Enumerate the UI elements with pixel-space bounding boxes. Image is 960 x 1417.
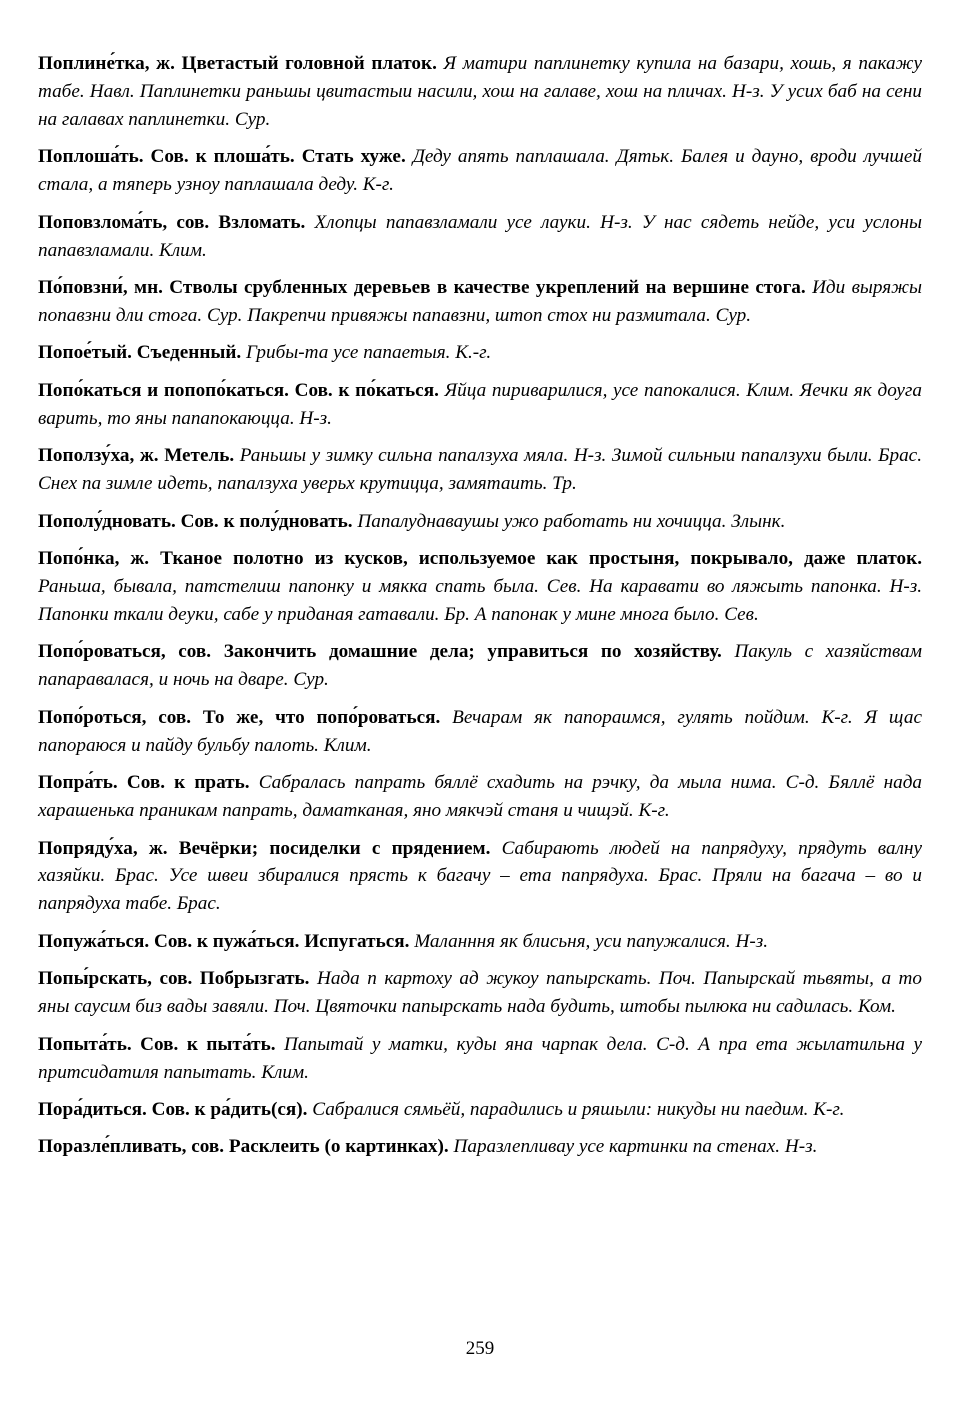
entry-definition: Тканое полотно из кусков, используемое как простыня, покрывало, даже платок. <box>160 548 922 570</box>
entry-examples: Паразлепливау усе картинки па стенах. Н-з. <box>453 1136 818 1158</box>
entry-headword: Попо́роться, сов. <box>38 706 203 728</box>
entry-definition: Взломать. <box>218 211 315 233</box>
entry-examples: Нада п картоху ад жукоу папырскать. Поч. Папырскай тьвяты, а то яны саусим биз вады завяли. Поч. Цвяточки папырскать нада будить, штобы пылюка ни садилась. Ком. <box>38 968 922 1018</box>
dictionary-entry <box>38 769 922 825</box>
entry-definition: То же, что попо́роваться. <box>202 706 453 728</box>
entry-headword: Поползу́ха, ж. <box>38 445 165 467</box>
entry-examples: Сабралась папрать бяллё схадить на рэчку, да мыла нима. С-д. Бяллё нада харашенька праникам папрать, даматканая, яно мякчэй станя и чищэй. К-г. <box>38 772 922 822</box>
dictionary-entry <box>38 704 922 760</box>
entry-headword: Попыта́ть. Сов. к пыта́ть. <box>38 1033 285 1055</box>
entry-examples: Раньша, бывала, патстелиш папонку и мякка спать была. Сев. На каравати во ляжыть папонка. Н-з. Папонки ткали деуки, сабе у приданая гатавали. Бр. А папонак у мине многа было. Сев. <box>38 576 922 625</box>
entry-examples: Иди выряжы попавзни дли стога. Сур. Пакрепчи привяжы папавзни, штоп стох ни размитала. Сур. <box>38 277 922 326</box>
dictionary-entry <box>38 50 922 134</box>
dictionary-entry <box>38 209 922 265</box>
entry-definition: Стволы срубленных деревьев в качестве укреплений на вершине стога. <box>169 277 813 299</box>
entry-definition: Метель. <box>164 445 240 467</box>
entry-headword: По́повзни́, мн. <box>38 277 170 299</box>
entry-definition: Стать хуже. <box>301 146 413 168</box>
entry-definition: Цветастый головной платок. <box>181 53 444 74</box>
entry-headword: Попужа́ться. Сов. к пужа́ться. <box>38 930 305 952</box>
entry-headword: Поповзлома́ть, сов. <box>38 211 219 233</box>
entry-examples: Папытай у матки, куды яна чарпак дела. С-д. А пра ета жылатильна у притсидатиля папытать. Клим. <box>38 1033 922 1083</box>
entry-definition: Вечёрки; посиделки с прядением. <box>178 837 502 859</box>
dictionary-entry <box>38 339 922 367</box>
entry-headword: Поразле́пливать, сов. <box>38 1136 229 1158</box>
entry-headword: Попра́ть. Сов. к прать. <box>38 772 259 794</box>
entry-headword: Попо́роваться, сов. <box>38 641 224 663</box>
dictionary-entry <box>38 1096 922 1124</box>
entry-headword: Попо́каться и попопо́каться. Сов. к по́каться. <box>38 379 445 401</box>
entry-definition: Закончить домашние дела; управиться по хозяйству. <box>223 641 735 663</box>
entry-headword: Попы́рскать, сов. <box>38 968 200 990</box>
dictionary-entry <box>38 638 922 694</box>
entry-examples: Сабралися сямьёй, парадились и ряшыли: никуды ни паедим. К-г. <box>312 1099 845 1120</box>
dictionary-entry <box>38 1031 922 1087</box>
entry-examples: Маланння як блисьня, уси папужалися. Н-з. <box>414 930 769 952</box>
dictionary-entry <box>38 1133 922 1161</box>
entry-examples: Пакуль с хазяйствам папаравалася, и ночь на дваре. Сур. <box>38 641 922 691</box>
entry-headword: Попое́тый. <box>38 342 137 364</box>
entry-examples: Вечарам як папораимся, гулять пойдим. К-г. Я щас папораюся и пайду бульбу палоть. Клим. <box>38 706 922 756</box>
entry-definition: Съеденный. <box>136 342 247 364</box>
entry-headword: Попряду́ха, ж. <box>38 837 179 859</box>
entry-examples: Деду апять паплашала. Дятьк. Балея и дауно, вроди лучшей стала, а тяперь узноу паплашала деду. К-г. <box>38 146 922 196</box>
entry-examples: Папалуднаваушы ужо работать ни хочицца. Злынк. <box>357 510 786 532</box>
entry-definition: Испугаться. <box>304 930 415 952</box>
page-number: 259 <box>465 1338 495 1359</box>
entry-examples: Я матири паплинетку купила на базари, хошь, я пакажу табе. Навл. Паплинетки раньшы цвитастыи насили, хош на галаве, хош на пличах. Н-з. У усих баб на сени на галавах паплинетки. Сур. <box>38 53 922 130</box>
dictionary-entry <box>38 508 922 536</box>
entry-headword: Пора́диться. Сов. к ра́дить(ся). <box>38 1099 313 1120</box>
entry-examples: Сабирають людей на папрядуху, прядуть валну хазяйки. Брас. Усе швеи збиралися прясть к багачу – ета папрядуха. Брас. Пряли на багача – во и папрядуха табе. Брас. <box>38 837 922 915</box>
entry-headword: Попо́нка, ж. <box>38 548 161 570</box>
dictionary-entry <box>38 274 922 330</box>
dictionary-entry <box>38 545 922 629</box>
dictionary-entry <box>38 965 922 1021</box>
entry-examples: Раньшы у зимку сильна папалзуха мяла. Н-з. Зимой сильныи папалзухи были. Брас. Снех па зимле идеть, папалзуха уверьх крутицца, замятаить. Тр. <box>38 445 922 495</box>
entry-examples: Грибы-та усе папаетыя. К.-г. <box>246 342 492 364</box>
dictionary-entry <box>38 442 922 498</box>
entry-headword: Поплине́тка, ж. <box>38 53 182 74</box>
entry-examples: Яйца пириварилися, усе папокалися. Клим. Яечки як доуга варить, то яны папапокаюцца. Н-з. <box>38 379 922 429</box>
dictionary-entry <box>38 143 922 199</box>
dictionary-entry <box>38 928 922 956</box>
dictionary-entry-list <box>38 50 922 1161</box>
entry-examples: Хлопцы папавзламали усе лауки. Н-з. У нас сядеть нейде, уси услоны папавзламали. Клим. <box>38 211 923 261</box>
dictionary-entry <box>38 377 922 433</box>
entry-definition: Побрызгать. <box>199 968 317 990</box>
dictionary-entry <box>38 835 922 919</box>
entry-definition: Расклеить (о картинках). <box>228 1136 454 1158</box>
entry-headword: Поплоша́ть. Сов. к плоша́ть. <box>38 146 302 168</box>
entry-headword: Пополу́дновать. Сов. к полу́дновать. <box>38 510 358 532</box>
